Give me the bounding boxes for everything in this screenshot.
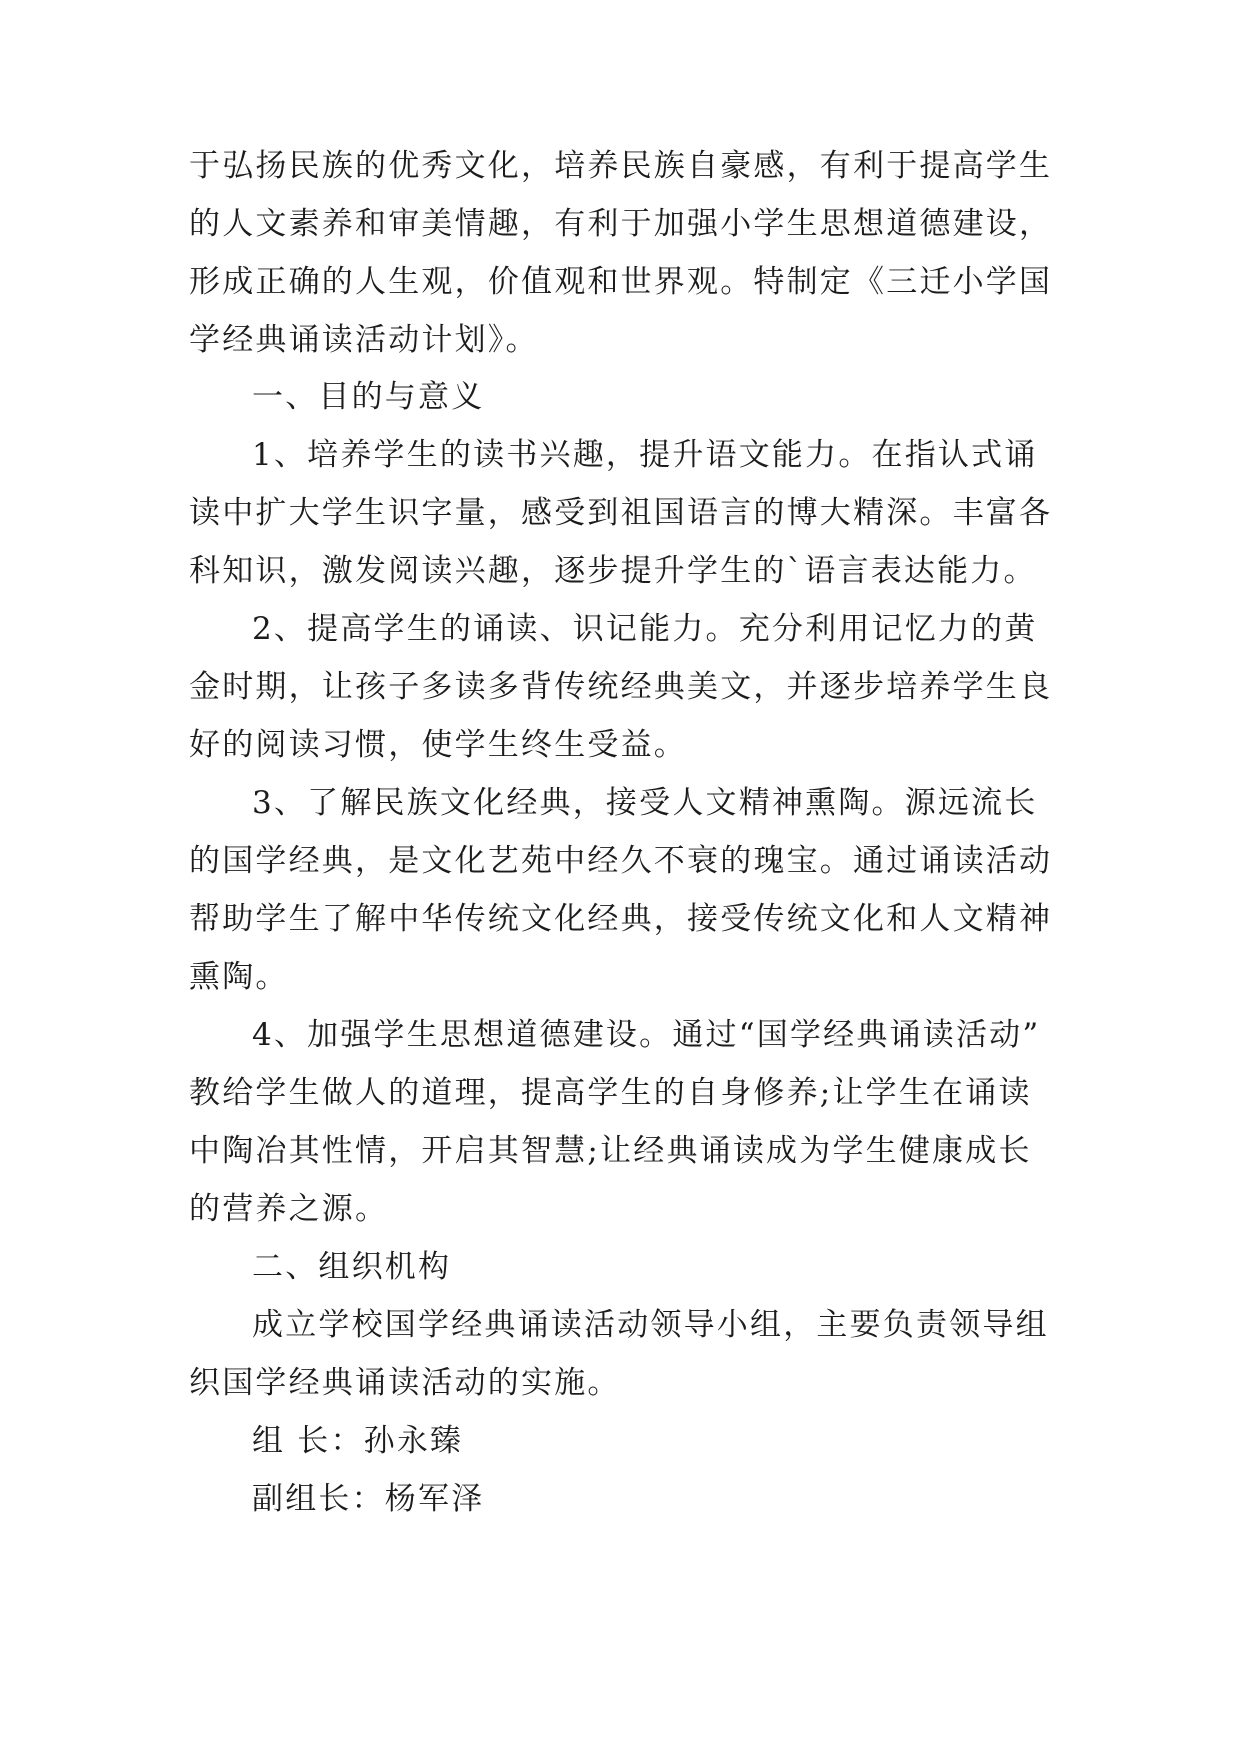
section-heading: 一、目的与意义 bbox=[252, 379, 485, 415]
body-line: 4、加强学生思想道德建设。通过“国学经典诵读活动” bbox=[252, 1017, 1041, 1053]
body-line: 的人文素养和审美情趣，有利于加强小学生思想道德建设， bbox=[189, 206, 1053, 242]
body-line: 形成正确的人生观，价值观和世界观。特制定《三迁小学国 bbox=[189, 264, 1053, 300]
body-line: 的营养之源。 bbox=[189, 1191, 389, 1227]
group-leader-line: 组 长：孙永臻 bbox=[252, 1423, 464, 1459]
body-line: 3、了解民族文化经典，接受人文精神熏陶。源远流长 bbox=[252, 785, 1038, 821]
body-line: 帮助学生了解中华传统文化经典，接受传统文化和人文精神 bbox=[189, 901, 1053, 937]
body-line: 成立学校国学经典诵读活动领导小组，主要负责领导组 bbox=[252, 1307, 1049, 1343]
body-line: 好的阅读习惯，使学生终生受益。 bbox=[189, 727, 687, 763]
body-line: 2、提高学生的诵读、识记能力。充分利用记忆力的黄 bbox=[252, 611, 1038, 647]
body-line: 的国学经典，是文化艺苑中经久不衰的瑰宝。通过诵读活动 bbox=[189, 843, 1053, 879]
body-line: 学经典诵读活动计划》。 bbox=[189, 322, 539, 358]
deputy-leader-line: 副组长：杨军泽 bbox=[252, 1481, 485, 1517]
section-heading: 二、组织机构 bbox=[252, 1249, 452, 1285]
body-line: 科知识，激发阅读兴趣，逐步提升学生的`语言表达能力。 bbox=[189, 553, 1037, 589]
body-line: 于弘扬民族的优秀文化，培养民族自豪感，有利于提高学生 bbox=[189, 148, 1053, 184]
body-line: 读中扩大学生识字量，感受到祖国语言的博大精深。丰富各 bbox=[189, 495, 1053, 531]
body-line: 织国学经典诵读活动的实施。 bbox=[189, 1365, 621, 1401]
body-line: 熏陶。 bbox=[189, 959, 289, 995]
body-line: 教给学生做人的道理，提高学生的自身修养;让学生在诵读 bbox=[189, 1075, 1032, 1111]
body-line: 金时期，让孩子多读多背传统经典美文，并逐步培养学生良 bbox=[189, 669, 1053, 705]
body-line: 1、培养学生的读书兴趣，提升语文能力。在指认式诵 bbox=[252, 437, 1038, 473]
body-line: 中陶冶其性情，开启其智慧;让经典诵读成为学生健康成长 bbox=[189, 1133, 1032, 1169]
